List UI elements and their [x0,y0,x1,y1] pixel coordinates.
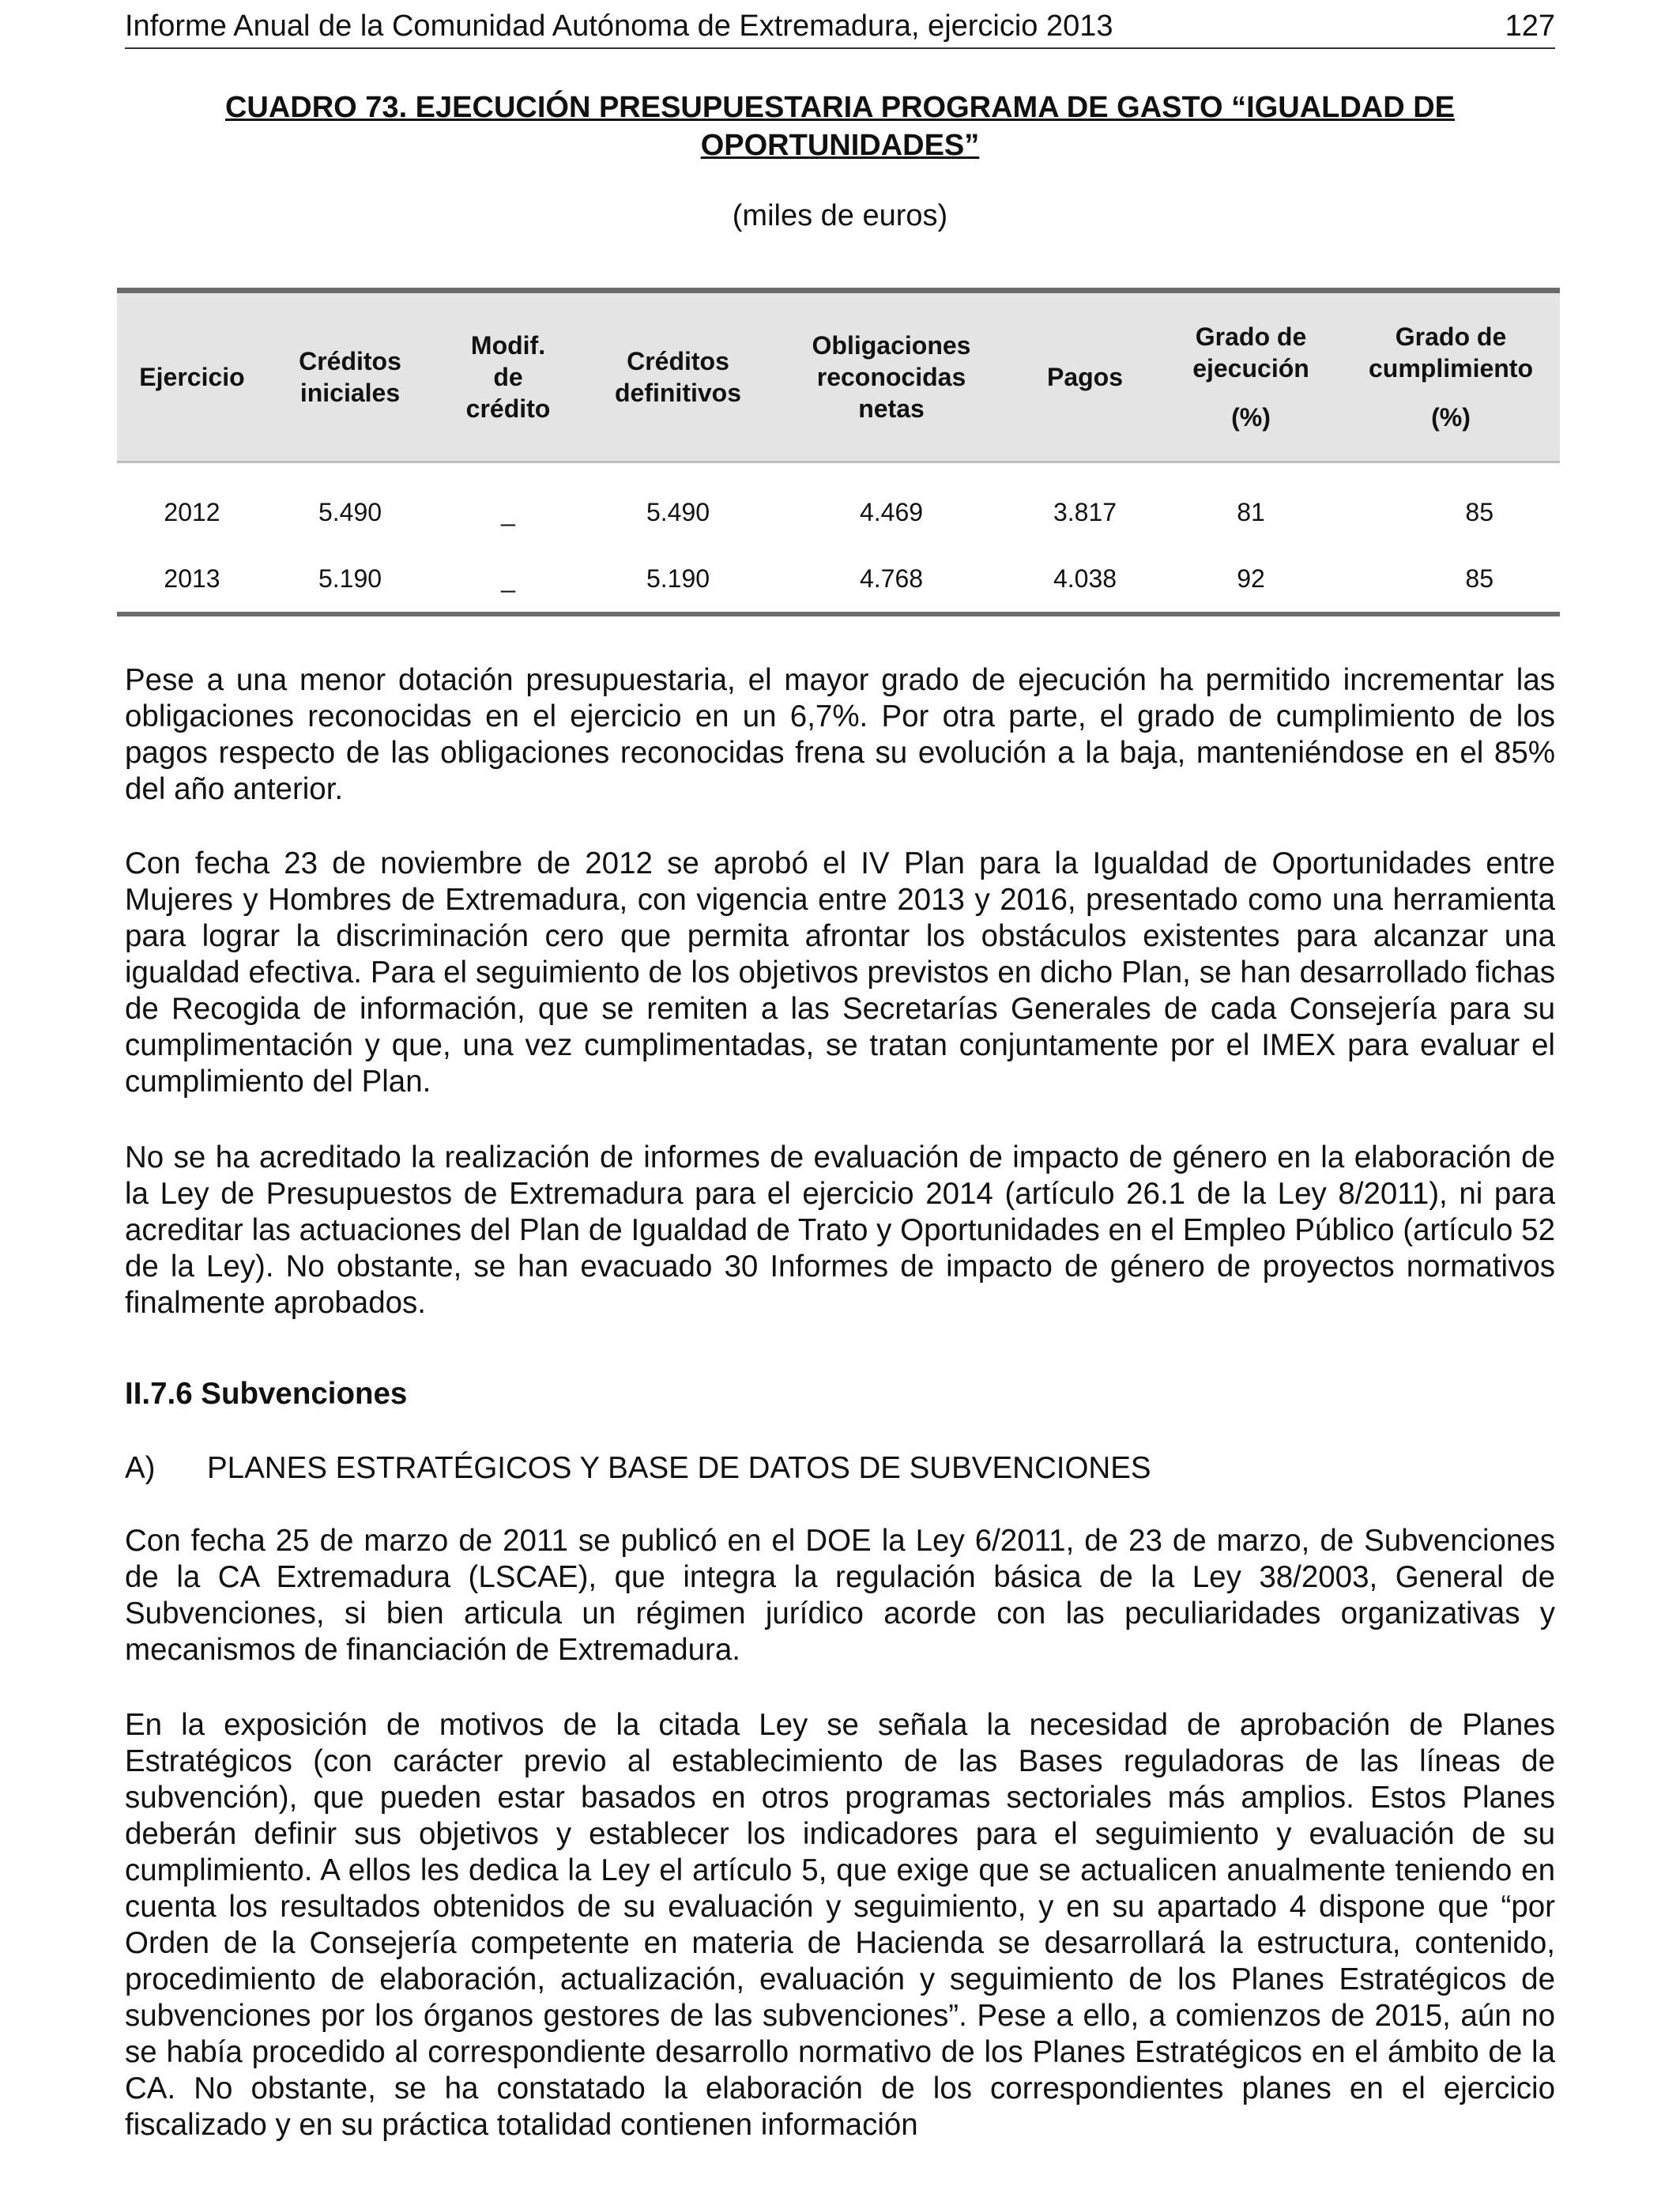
cell-cumplimiento: 85 [1465,564,1494,593]
table-header-row [117,291,1560,462]
cell-cumplimiento: 85 [1465,497,1494,526]
paragraph-2: Con fecha 23 de noviembre de 2012 se aprobó el IV Plan para la Igualdad de Oportunidades entre Mujeres y Hombres de Extremadura, con vigencia entre 2013 y 2016, presentado como una herramienta para lograr la discriminación cero que permita afrontar los obstáculos existentes para alcanzar una igualdad efectiva. Para el seguimiento de los objetivos previstos en dicho Plan, se han desarrollado fichas de Recogida de información, que se remiten a las Secretarías Generales de cada Consejería para su cumplimentación y que, una vez cumplimentadas, se tratan conjuntamente por el IMEX para evaluar el cumplimiento del Plan. [125,846,1555,1099]
subsection-marker: A) [125,1451,156,1485]
running-header [125,8,1555,49]
col-grado-cumplimiento: Grado de cumplimiento (%) [1342,291,1560,462]
cell-ejercicio: 2013 [164,564,220,593]
section-heading: II.7.6 Subvenciones [125,1377,408,1411]
budget-table [117,288,1560,616]
subsection-heading [125,1451,1151,1486]
table-title-line1: CUADRO 73. EJECUCIÓN PRESUPUESTARIA PROGRAMA DE GASTO “IGUALDAD DE [224,91,1456,124]
col-modif-credito: Modif. de crédito [433,291,583,462]
cell-definitivos: 5.490 [646,497,710,526]
col-pagos: Pagos [1010,291,1160,462]
col-creditos-iniciales: Créditos iniciales [267,291,433,462]
cell-ejecucion: 92 [1237,564,1265,593]
col-grado-ejecucion: Grado de ejecución (%) [1160,291,1342,462]
table-row [117,545,1560,614]
table-title [125,89,1555,164]
cell-pagos: 3.817 [1053,497,1117,526]
cell-ejercicio: 2012 [164,497,220,526]
cell-ejecucion: 81 [1237,497,1265,526]
cell-obligaciones: 4.469 [859,497,924,526]
subsection-title: PLANES ESTRATÉGICOS Y BASE DE DATOS DE SUBVENCIONES [207,1451,1151,1485]
cell-modif: _ [501,564,515,593]
cell-obligaciones: 4.768 [859,564,924,593]
cell-definitivos: 5.190 [646,564,710,593]
table-title-line2: OPORTUNIDADES” [700,129,980,162]
col-obligaciones: Obligaciones reconocidas netas [773,291,1010,462]
table-units: (miles de euros) [732,199,948,232]
paragraph-4: Con fecha 25 de marzo de 2011 se publicó en el DOE la Ley 6/2011, de 23 de marzo, de Subvenciones de la CA Extremadura (LSCAE), que integra la regulación básica de la Ley 38/2003, General de Subvenciones, si bien articula un régimen jurídico acorde con las peculiaridades organizativas y mecanismos de financiación de Extremadura. [125,1524,1555,1667]
cell-iniciales: 5.490 [318,497,382,526]
cell-iniciales: 5.190 [318,564,382,593]
paragraph-3: No se ha acreditado la realización de informes de evaluación de impacto de género en la elaboración de la Ley de Presupuestos de Extremadura para el ejercicio 2014 (artículo 26.1 de la Ley 8/2011), ni para acreditar las actuaciones del Plan de Igualdad de Trato y Oportunidades en el Empleo Público (artículo 52 de la Ley). No obstante, se han evacuado 30 Informes de impacto de género de proyectos normativos finalmente aprobados. [125,1140,1555,1320]
table-row [117,462,1560,546]
page-number: 127 [1505,9,1555,43]
cell-modif: _ [501,497,515,526]
col-ejercicio: Ejercicio [117,291,267,462]
header-title: Informe Anual de la Comunidad Autónoma de Extremadura, ejercicio 2013 [125,9,1113,43]
paragraph-5: En la exposición de motivos de la citada Ley se señala la necesidad de aprobación de Planes Estratégicos (con carácter previo al establecimiento de las Bases reguladoras de las líneas de subvención), que pueden estar basados en otros programas sectoriales más amplios. Estos Planes deberán definir sus objetivos y establecer los indicadores para el seguimiento y evaluación de su cumplimiento. A ellos les dedica la Ley el artículo 5, que exige que se actualicen anualmente teniendo en cuenta los resultados obtenidos de su evaluación y seguimiento, y en su apartado 4 dispone que “por Orden de la Consejería competente en materia de Hacienda se desarrollará la estructura, contenido, procedimiento de elaboración, actualización, evaluación y seguimiento de los Planes Estratégicos de subvenciones por los órganos gestores de las subvenciones”. Pese a ello, a comienzos de 2015, aún no se había procedido al correspondiente desarrollo normativo de los Planes Estratégicos en el ámbito de la CA. No obstante, se ha constatado la elaboración de los correspondientes planes en el ejercicio fiscalizado y en su práctica totalidad contienen información [125,1708,1555,2142]
cell-pagos: 4.038 [1053,564,1117,593]
paragraph-1: Pese a una menor dotación presupuestaria, el mayor grado de ejecución ha permitido incrementar las obligaciones reconocidas en el ejercicio en un 6,7%. Por otra parte, el grado de cumplimiento de los pagos respecto de las obligaciones reconocidas frena su evolución a la baja, manteniéndose en el 85% del año anterior. [125,663,1555,806]
col-creditos-definitivos: Créditos definitivos [583,291,773,462]
